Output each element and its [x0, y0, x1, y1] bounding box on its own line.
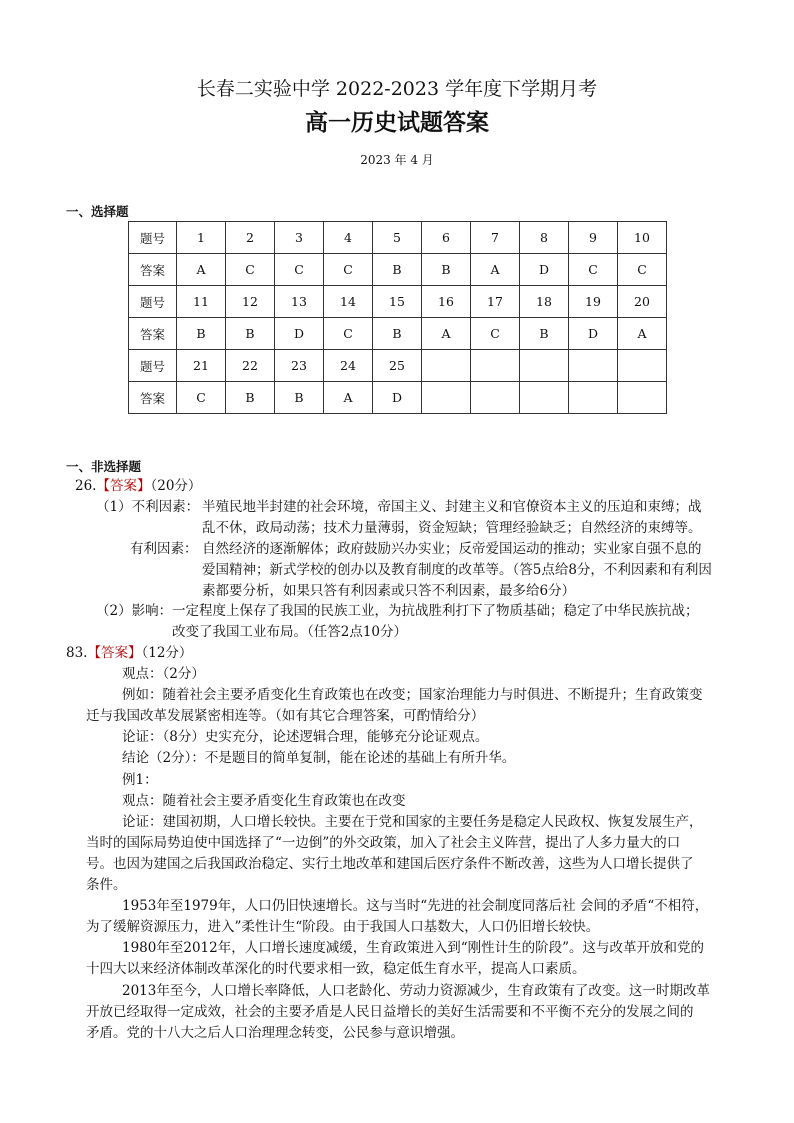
table-row — [129, 254, 667, 286]
answer-cell: C — [471, 318, 520, 350]
question-number-cell: 11 — [177, 286, 226, 318]
question-number-cell: 13 — [275, 286, 324, 318]
school-title: 长春二实验中学 2022-2023 学年度下学期月考 — [196, 78, 598, 100]
answer-cell: B — [373, 318, 422, 350]
table-row — [129, 318, 667, 350]
row-label: 题号 — [129, 350, 177, 382]
q83-text-line: 十四大以来经济体制改革深化的时代要求相一致，稳定低生育水平，提高人口素质。 — [86, 961, 586, 978]
question-number-cell: 8 — [520, 222, 569, 254]
q83-text-line: 例1： — [122, 771, 158, 788]
answer-cell: A — [177, 254, 226, 286]
q83-text-line: 1980年至2012年，人口增长速度减缓，生育政策进入到“刚性计生的阶段”。这与改革开放和党的 — [122, 940, 705, 957]
answer-cell: B — [226, 318, 275, 350]
question-number-cell: 16 — [422, 286, 471, 318]
question-number-cell — [618, 350, 667, 382]
q83-text-line: 当时的国际局势迫使中国选择了“一边倒”的外交政策，加入了社会主义阵营，提出了人多力量大的口 — [86, 834, 681, 851]
q83-text-line: 观点：（2分） — [122, 666, 205, 682]
q83-heading — [66, 643, 192, 664]
answer-cell — [471, 382, 520, 414]
table-row — [129, 286, 667, 318]
table-row — [129, 222, 667, 254]
question-number-cell: 9 — [569, 222, 618, 254]
exam-date: 2023 年 4 月 — [360, 153, 434, 167]
question-number-cell: 25 — [373, 350, 422, 382]
subject-title: 高一历史试题答案 — [305, 109, 489, 136]
q26-favorable-label: 有利因素： — [130, 541, 198, 557]
question-number-cell: 15 — [373, 286, 422, 318]
answer-cell: D — [373, 382, 422, 414]
q26-part1-label: （1）不利因素： — [96, 499, 200, 515]
table-row — [129, 382, 667, 414]
q83-text-line: 号。也因为建国之后我国政治稳定、实行土地改革和建国后医疗条件不断改善，这些为人口增长提供了 — [86, 855, 694, 872]
answer-cell: B — [422, 254, 471, 286]
answer-cell: C — [569, 254, 618, 286]
row-label: 题号 — [129, 286, 177, 318]
q83-score: （12分） — [141, 645, 193, 661]
question-number-cell — [569, 350, 618, 382]
question-number-cell: 10 — [618, 222, 667, 254]
q83-text-line: 例如：随着社会主要矛盾变化生育政策也在改变；国家治理能力与时俱进、不断提升；生育政策变 — [122, 687, 703, 704]
answer-cell — [422, 382, 471, 414]
question-number-cell: 2 — [226, 222, 275, 254]
q26-part1-line: 半殖民地半封建的社会环境，帝国主义、封建主义和官僚资本主义的压迫和束缚；战 — [202, 499, 702, 515]
question-number-cell — [422, 350, 471, 382]
q26-favorable-line: 自然经济的逐渐解体；政府鼓励兴办实业；反帝爱国运动的推动；实业家自强不息的 — [202, 541, 702, 557]
question-number-cell: 6 — [422, 222, 471, 254]
answer-cell: A — [471, 254, 520, 286]
question-number-cell: 7 — [471, 222, 520, 254]
question-number-cell: 22 — [226, 350, 275, 382]
answer-cell: C — [324, 318, 373, 350]
question-number-cell: 19 — [569, 286, 618, 318]
section-essay-title: 一、非选择题 — [66, 459, 142, 474]
q83-text-line: 条件。 — [86, 877, 127, 893]
answer-cell: D — [275, 318, 324, 350]
answer-cell: C — [177, 382, 226, 414]
q26-favorable-line: 素都要分析，如果只答有利因素或只答不利因素，最多给6分） — [202, 583, 576, 599]
table-row — [129, 350, 667, 382]
question-number-cell: 5 — [373, 222, 422, 254]
q83-text-line: 论证：（8分）史实充分，论述逻辑合理，能够充分论证观点。 — [122, 729, 489, 746]
q83-text-line: 开放已经取得一定成效，社会的主要矛盾是人民日益增长的美好生活需要和不平衡不充分的发展之间的 — [86, 1003, 694, 1020]
answer-cell: C — [324, 254, 373, 286]
row-label: 答案 — [129, 382, 177, 414]
row-label: 答案 — [129, 318, 177, 350]
q26-answer-tag: 【答案】 — [96, 478, 151, 494]
question-number-cell: 12 — [226, 286, 275, 318]
q83-text-line: 为了缓解资源压力，进入”柔性计生“阶段。由于我国人口基数大，人口仍旧增长较快。 — [86, 919, 600, 936]
question-number-cell: 24 — [324, 350, 373, 382]
question-number-cell: 3 — [275, 222, 324, 254]
q83-text-line: 论证：建国初期，人口增长较快。主要在于党和国家的主要任务是稳定人民政权、恢复发展生产， — [122, 813, 703, 830]
answer-cell — [520, 382, 569, 414]
q26-favorable-line: 爱国精神；新式学校的创办以及教育制度的改革等。（答5点给8分，不利因素和有利因 — [202, 562, 712, 578]
answer-cell — [569, 382, 618, 414]
answer-cell: A — [324, 382, 373, 414]
question-number-cell: 18 — [520, 286, 569, 318]
question-number-cell: 23 — [275, 350, 324, 382]
answer-cell: D — [520, 254, 569, 286]
row-label: 答案 — [129, 254, 177, 286]
q83-answer-tag: 【答案】 — [87, 645, 142, 661]
q26-part2-line: 改变了我国工业布局。（任答2点10分） — [172, 624, 408, 640]
question-number-cell: 17 — [471, 286, 520, 318]
answer-cell: B — [226, 382, 275, 414]
q26-part2-line: 一定程度上保存了我国的民族工业，为抗战胜利打下了物质基础；稳定了中华民族抗战； — [172, 603, 699, 619]
q83-number: 83. — [66, 645, 88, 661]
question-number-cell: 4 — [324, 222, 373, 254]
answer-cell: C — [226, 254, 275, 286]
question-number-cell: 21 — [177, 350, 226, 382]
q26-part1-line: 乱不休，政局动荡；技术力量薄弱，资金短缺；管理经验缺乏；自然经济的束缚等。 — [202, 520, 702, 536]
row-label: 题号 — [129, 222, 177, 254]
answer-cell: A — [618, 318, 667, 350]
answer-cell — [618, 382, 667, 414]
q26-heading — [75, 476, 201, 497]
question-number-cell: 14 — [324, 286, 373, 318]
question-number-cell: 1 — [177, 222, 226, 254]
answer-cell: B — [520, 318, 569, 350]
q83-text-line: 2013年至今，人口增长率降低，人口老龄化、劳动力资源减少，生育政策有了改变。这一时期改革 — [122, 982, 710, 999]
answer-cell: D — [569, 318, 618, 350]
answer-cell: B — [373, 254, 422, 286]
q26-part2-label: （2）影响： — [96, 603, 173, 619]
question-number-cell — [471, 350, 520, 382]
answer-cell: C — [618, 254, 667, 286]
question-number-cell — [520, 350, 569, 382]
q83-text-line: 观点：随着社会主要矛盾变化生育政策也在改变 — [122, 792, 406, 809]
q26-score: （20分） — [150, 478, 202, 494]
q83-text-line: 1953年至1979年，人口仍旧快速增长。这与当时“先进的社会制度同落后社 会间的矛盾“不相符， — [122, 898, 709, 915]
q26-number: 26. — [75, 478, 97, 494]
answer-cell: A — [422, 318, 471, 350]
question-number-cell: 20 — [618, 286, 667, 318]
answer-table — [128, 221, 667, 414]
section-choice-title: 一、选择题 — [66, 204, 129, 219]
q83-text-line: 迁与我国改革发展紧密相连等。（如有其它合理答案，可酌情给分） — [86, 708, 485, 725]
q83-text-line: 结论（2分）：不是题目的简单复制，能在论述的基础上有所升华。 — [122, 750, 516, 767]
answer-cell: C — [275, 254, 324, 286]
answer-cell: B — [275, 382, 324, 414]
q83-text-line: 矛盾。党的十八大之后人口治理理念转变，公民参与意识增强。 — [86, 1024, 464, 1041]
answer-cell: B — [177, 318, 226, 350]
